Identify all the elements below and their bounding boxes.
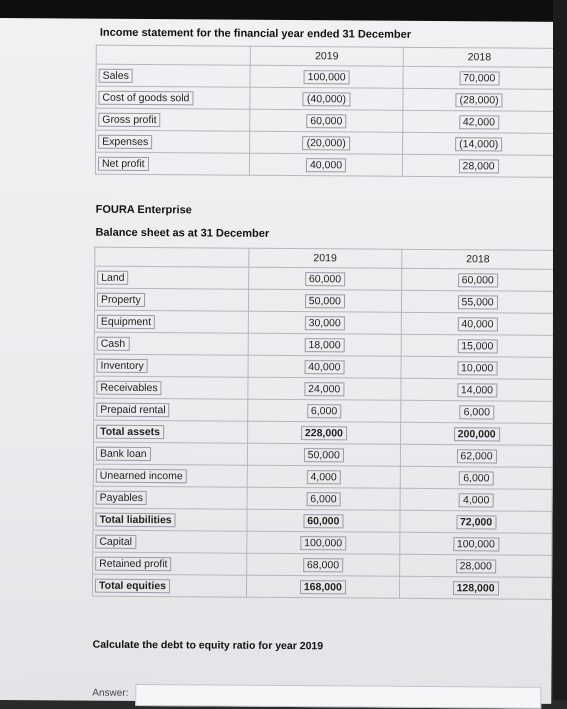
balance-value-label: Bank loan	[96, 446, 151, 460]
income-header-blank	[96, 45, 250, 65]
balance-cell-v2019	[247, 465, 401, 488]
balance-row	[95, 266, 554, 291]
balance-value-label: Property	[97, 292, 145, 306]
balance-cell-v2019	[246, 509, 400, 532]
income-cell-v2019	[250, 87, 404, 110]
balance-value-v2019: 68,000	[303, 558, 343, 572]
balance-value-label: Prepaid rental	[96, 402, 169, 417]
balance-value-v2018: 72,000	[456, 515, 496, 529]
balance-cell-label	[94, 420, 248, 443]
balance-value-label: Retained profit	[95, 556, 171, 571]
balance-value-v2019: 168,000	[300, 580, 346, 594]
balance-value-v2018: 28,000	[456, 559, 496, 573]
worksheet-page	[0, 18, 556, 704]
income-row	[96, 130, 555, 155]
balance-row	[94, 332, 553, 357]
income-cell-v2018	[403, 154, 555, 177]
balance-value-v2018: 6,000	[459, 471, 493, 485]
balance-row	[94, 354, 553, 379]
balance-cell-v2018	[401, 378, 553, 401]
balance-cell-v2018	[401, 422, 553, 445]
balance-value-v2018: 128,000	[453, 581, 499, 595]
income-value-v2019: 60,000	[306, 114, 346, 128]
balance-cell-v2019	[248, 333, 402, 356]
balance-row	[94, 376, 553, 401]
balance-cell-v2018	[400, 576, 552, 599]
balance-row	[93, 508, 552, 533]
balance-row	[92, 574, 551, 599]
income-col-2019: 2019	[250, 46, 404, 66]
balance-value-v2018: 200,000	[454, 427, 500, 441]
balance-value-v2019: 6,000	[307, 404, 341, 418]
balance-value-v2019: 4,000	[306, 470, 340, 484]
balance-cell-v2018	[401, 312, 553, 335]
income-cell-label	[96, 108, 250, 131]
balance-row	[93, 464, 552, 489]
balance-cell-v2018	[400, 554, 552, 577]
income-value-label: Cost of goods sold	[98, 90, 193, 105]
balance-row	[94, 420, 553, 445]
balance-row	[93, 552, 552, 577]
income-value-label: Sales	[99, 68, 133, 82]
balance-value-v2018: 40,000	[457, 317, 497, 331]
balance-value-label: Payables	[96, 490, 147, 504]
balance-value-v2018: 6,000	[460, 405, 494, 419]
balance-cell-v2018	[401, 334, 553, 357]
balance-cell-v2018	[400, 532, 552, 555]
income-value-v2019: (20,000)	[303, 136, 350, 150]
income-value-label: Gross profit	[98, 112, 160, 126]
balance-sheet-title: Balance sheet as at 31 December	[95, 226, 270, 240]
income-cell-v2018	[403, 66, 555, 89]
balance-cell-label	[93, 508, 247, 531]
balance-cell-v2019	[248, 267, 402, 290]
balance-value-v2018: 60,000	[458, 273, 498, 287]
income-value-v2018: (14,000)	[455, 137, 502, 151]
income-row	[96, 86, 555, 111]
balance-cell-v2018	[400, 488, 552, 511]
income-cell-label	[95, 152, 249, 175]
balance-row	[93, 486, 552, 511]
income-col-2018: 2018	[403, 47, 555, 67]
balance-value-v2019: 30,000	[305, 316, 345, 330]
answer-input[interactable]	[135, 684, 541, 709]
balance-value-v2019: 50,000	[305, 294, 345, 308]
balance-cell-label	[93, 530, 247, 553]
balance-cell-label	[93, 552, 247, 575]
balance-cell-v2019	[247, 443, 401, 466]
dark-right-edge	[553, 0, 567, 700]
income-row	[96, 108, 555, 133]
balance-cell-v2019	[247, 421, 401, 444]
income-cell-v2019	[250, 109, 404, 132]
balance-value-label: Total equities	[95, 578, 170, 593]
income-statement-table	[95, 45, 556, 178]
balance-value-v2019: 24,000	[304, 382, 344, 396]
balance-row	[93, 442, 552, 467]
balance-cell-v2018	[400, 466, 552, 489]
balance-cell-label	[93, 442, 247, 465]
balance-value-label: Total liabilities	[95, 512, 175, 527]
balance-cell-v2018	[400, 510, 552, 533]
balance-cell-v2019	[247, 355, 401, 378]
balance-value-label: Unearned income	[96, 468, 187, 483]
income-cell-v2018	[403, 132, 555, 155]
balance-cell-v2018	[401, 444, 553, 467]
balance-value-v2018: 10,000	[457, 361, 497, 375]
income-row	[96, 64, 555, 89]
balance-value-v2018: 55,000	[457, 295, 497, 309]
balance-value-label: Cash	[97, 336, 130, 350]
balance-cell-label	[94, 398, 248, 421]
balance-value-v2019: 18,000	[304, 338, 344, 352]
balance-sheet-table	[92, 247, 554, 600]
balance-cell-v2019	[248, 289, 402, 312]
balance-cell-label	[95, 266, 249, 289]
income-value-v2019: 40,000	[306, 158, 346, 172]
income-cell-v2019	[249, 153, 403, 176]
balance-value-v2019: 228,000	[301, 426, 347, 440]
balance-cell-label	[94, 332, 248, 355]
balance-col-2018: 2018	[402, 249, 554, 269]
balance-value-v2018: 62,000	[456, 449, 496, 463]
balance-value-label: Equipment	[97, 314, 155, 328]
question-text: Calculate the debt to equity ratio for year 2019	[92, 638, 324, 653]
income-cell-v2018	[403, 88, 555, 111]
balance-cell-v2018	[401, 400, 553, 423]
balance-value-label: Inventory	[97, 358, 148, 372]
income-cell-label	[96, 64, 250, 87]
income-value-v2018: (28,000)	[455, 93, 502, 107]
balance-value-label: Land	[97, 270, 128, 284]
balance-cell-v2019	[247, 487, 401, 510]
balance-value-v2018: 4,000	[459, 493, 493, 507]
balance-value-label: Total assets	[96, 424, 164, 438]
balance-value-v2019: 60,000	[303, 514, 343, 528]
balance-value-v2018: 15,000	[457, 339, 497, 353]
balance-value-v2019: 50,000	[304, 448, 344, 462]
balance-cell-label	[92, 574, 246, 597]
income-value-v2018: 70,000	[459, 71, 499, 85]
balance-value-label: Receivables	[96, 380, 161, 394]
balance-row	[94, 398, 553, 423]
balance-cell-label	[93, 486, 247, 509]
income-statement-title: Income statement for the financial year ended 31 December	[99, 26, 412, 41]
balance-value-label: Capital	[95, 534, 136, 548]
balance-cell-v2018	[401, 356, 553, 379]
income-cell-v2019	[250, 65, 404, 88]
balance-value-v2019: 60,000	[305, 272, 345, 286]
balance-cell-v2018	[402, 268, 554, 291]
company-name: FOURA Enterprise	[95, 203, 192, 217]
balance-cell-label	[93, 464, 247, 487]
balance-row	[94, 310, 553, 335]
balance-cell-label	[94, 310, 248, 333]
balance-value-v2018: 14,000	[457, 383, 497, 397]
balance-cell-v2019	[248, 311, 402, 334]
income-value-v2018: 42,000	[459, 115, 499, 129]
income-cell-label	[96, 86, 250, 109]
income-value-v2019: (40,000)	[303, 92, 350, 106]
income-cell-label	[96, 130, 250, 153]
income-value-v2019: 100,000	[304, 70, 350, 84]
income-cell-v2018	[403, 110, 555, 133]
answer-label: Answer:	[92, 687, 129, 699]
balance-cell-v2019	[246, 575, 400, 598]
income-row	[95, 152, 554, 177]
balance-row	[93, 530, 552, 555]
balance-cell-v2019	[247, 377, 401, 400]
balance-header-blank	[95, 247, 249, 267]
balance-value-v2018: 100,000	[453, 537, 499, 551]
income-cell-v2019	[249, 131, 403, 154]
balance-row	[94, 288, 553, 313]
balance-cell-v2019	[247, 399, 401, 422]
balance-col-2019: 2019	[248, 248, 402, 268]
balance-cell-v2019	[246, 553, 400, 576]
balance-value-v2019: 100,000	[300, 536, 346, 550]
income-value-label: Expenses	[98, 134, 152, 148]
balance-cell-v2018	[402, 290, 554, 313]
balance-cell-label	[94, 354, 248, 377]
income-value-v2018: 28,000	[459, 159, 499, 173]
balance-cell-label	[94, 288, 248, 311]
income-value-label: Net profit	[98, 156, 149, 170]
balance-value-v2019: 40,000	[304, 360, 344, 374]
balance-cell-v2019	[246, 531, 400, 554]
balance-cell-label	[94, 376, 248, 399]
balance-value-v2019: 6,000	[306, 492, 340, 506]
